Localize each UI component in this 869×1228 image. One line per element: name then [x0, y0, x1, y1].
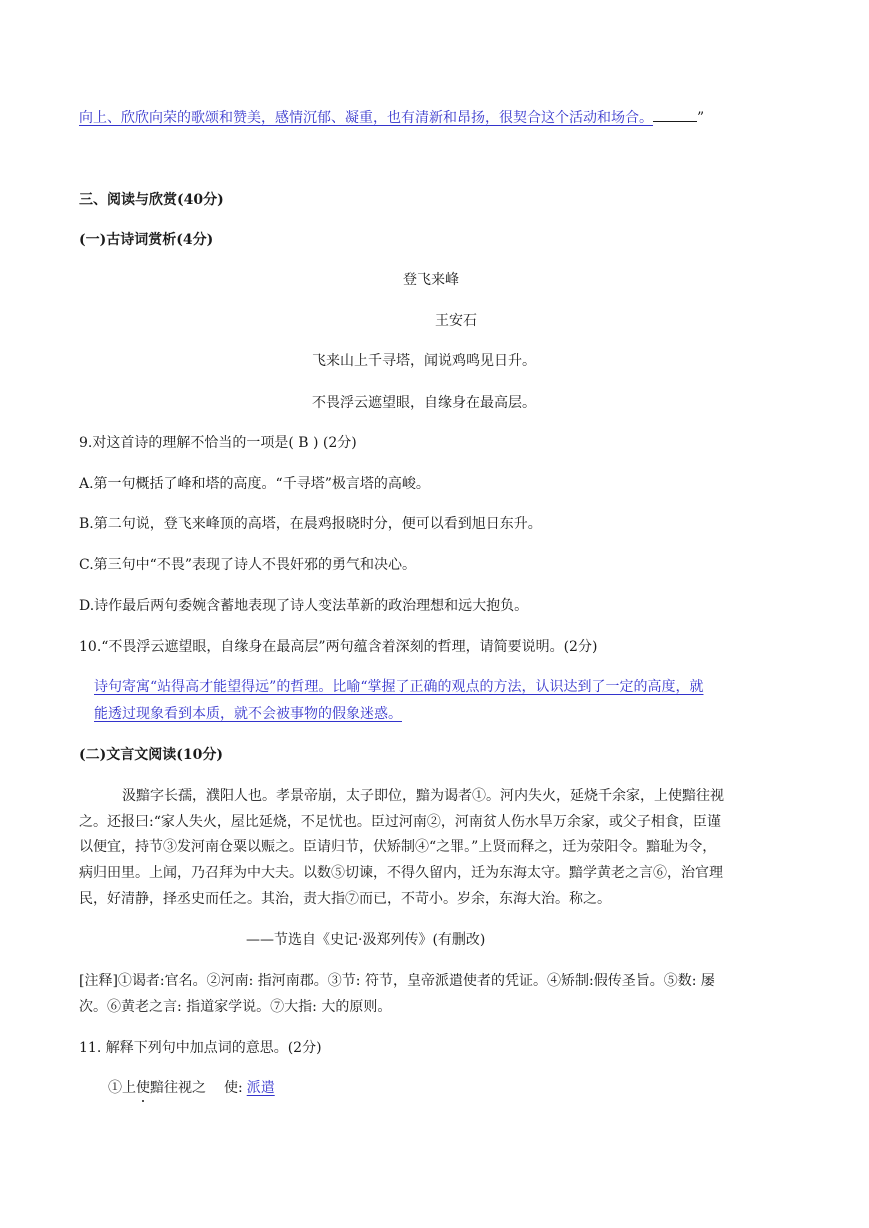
q9-option-b: B.第二句说，登飞来峰顶的高塔，在晨鸡报晓时分，便可以看到旭日东升。 [79, 516, 542, 532]
q11-item-1-answer: 派遣 [246, 1080, 275, 1096]
q11-item-1-prefix: ①上 [108, 1080, 136, 1096]
passage-line-5: 民，好清静，择丞史而任之。其治，责大指⑦而已，不苛小。岁余，东海大治。称之。 [79, 891, 611, 907]
poem-line-1: 飞来山上千寻塔，闻说鸡鸣见日升。 [312, 353, 536, 369]
q9-option-c: C.第三句中“不畏”表现了诗人不畏奸邪的勇气和决心。 [79, 557, 416, 573]
q11-stem: 11. 解释下列句中加点词的意思。(2分) [79, 1040, 322, 1056]
q10-answer-line-2: 能透过现象看到本质，就不会被事物的假象迷惑。 [94, 706, 402, 722]
passage-line-4: 病归田里。上闻，乃召拜为中大夫。以数⑤切谏，不得久留内，迁为东海太守。黯学黄老之言⑥，治官理 [79, 865, 723, 881]
q11-item-1-rest: 黯往视之 [150, 1080, 206, 1096]
passage-line-3: 以便宜，持节③发河南仓粟以赈之。臣请归节，伏矫制④“之罪。”上贤而释之，迁为荥阳令。黯耻为令， [79, 839, 717, 855]
q9-option-a: A.第一句概括了峰和塔的高度。“千寻塔”极言塔的高峻。 [79, 476, 430, 492]
notes-line-2: 次。⑥黄老之言: 指道家学说。⑦大指: 大的原则。 [79, 999, 392, 1015]
passage-source: ——节选自《史记·汲郑列传》(有删改) [246, 932, 486, 948]
prev-answer-close-quote: ” [697, 110, 705, 126]
passage-line-1: 汲黯字长孺，濮阳人也。孝景帝崩，太子即位，黯为谒者①。河内失火，延烧千余家，上使黯往视 [122, 788, 724, 804]
poem-line-2: 不畏浮云遮望眼，自缘身在最高层。 [312, 395, 536, 411]
part1-title: (一)古诗词赏析(4分) [79, 232, 214, 248]
q9-stem: 9.对这首诗的理解不恰当的一项是( B ) (2分) [79, 435, 357, 451]
notes-line-1: [注释]①谒者:官名。②河南: 指河南郡。③节: 符节，皇帝派遣使者的凭证。④矫制:假传圣旨。⑤数: 屡 [79, 973, 715, 989]
passage-line-2: 之。还报曰:“家人失火，屋比延烧，不足忧也。臣过河南②，河南贫人伤水旱万余家，或父子相食，臣谨 [79, 814, 721, 830]
q10-answer-line-1: 诗句寄寓“站得高才能望得远”的哲理。比喻“掌握了正确的观点的方法，认识达到了一定的高度，就 [94, 679, 704, 695]
q11-item-1 [108, 1078, 289, 1098]
answer-blank-tail [653, 107, 697, 122]
section-title: 三、阅读与欣赏(40分) [79, 192, 224, 208]
q11-item-1-dotted-word: 使 [136, 1080, 150, 1096]
q11-item-1-label: 使: [224, 1080, 243, 1096]
poem-title: 登飞来峰 [403, 272, 459, 288]
part2-title: (二)文言文阅读(10分) [79, 747, 223, 763]
q10-stem: 10.“不畏浮云遮望眼，自缘身在最高层”两句蕴含着深刻的哲理，请简要说明。(2分) [79, 639, 598, 655]
prev-answer-line [79, 107, 704, 128]
q9-option-d: D.诗作最后两句委婉含蓄地表现了诗人变法革新的政治理想和远大抱负。 [79, 598, 529, 614]
poem-author: 王安石 [435, 313, 477, 329]
prev-answer-text: 向上、欣欣向荣的歌颂和赞美，感情沉郁、凝重，也有清新和昂扬，很契合这个活动和场合。 [79, 110, 653, 126]
